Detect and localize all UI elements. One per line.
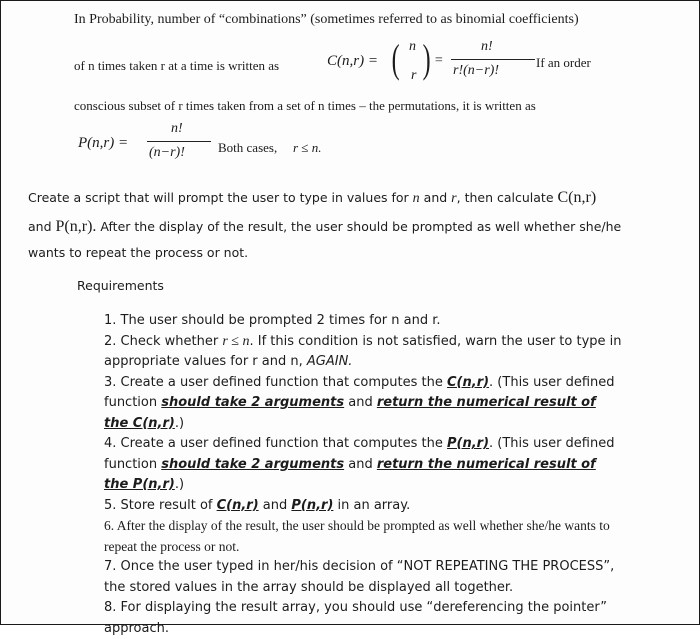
intro-line-2-suffix: If an order bbox=[536, 55, 591, 70]
permutation-lhs: P(n,r) = bbox=[78, 135, 129, 151]
task-line-1-b: , then calculate bbox=[456, 190, 554, 205]
task-var-n: n bbox=[412, 191, 420, 206]
binom-top: n bbox=[409, 39, 416, 54]
comb-denominator: r!(n−r)! bbox=[453, 63, 499, 78]
comb-fraction-bar bbox=[451, 59, 535, 60]
task-line-2-a: and bbox=[28, 219, 52, 234]
perm-denominator: (n−r)! bbox=[149, 145, 185, 160]
requirement-1: 1. The user should be prompted 2 times for n and r. bbox=[104, 313, 441, 328]
requirement-8: 8. For displaying the result array, you should use “dereferencing the pointer” approach. bbox=[104, 600, 608, 636]
task-line-1-a: Create a script that will prompt the user to type in values for bbox=[28, 190, 409, 205]
task-and: and bbox=[423, 190, 448, 205]
task-line-2 bbox=[28, 218, 621, 236]
intro-line-3: conscious subset of r times taken from a set of n times – the permutations, it is written as bbox=[74, 98, 536, 113]
right-paren: ) bbox=[422, 36, 431, 81]
task-cnr: C(n,r) bbox=[557, 189, 597, 206]
task-var-r: r bbox=[451, 191, 457, 206]
left-paren: ( bbox=[391, 36, 400, 81]
requirement-4: 4. Create a user defined function that computes the P(n,r). (This user defined function should take 2 arguments and return the numerical result of the P(n,r).) bbox=[104, 436, 615, 492]
requirements-heading: Requirements bbox=[77, 278, 164, 293]
binom-bottom: r bbox=[411, 68, 417, 83]
requirement-3: 3. Create a user defined function that computes the C(n,r). (This user defined function should take 2 arguments and return the numerical result of the C(n,r).) bbox=[104, 374, 615, 431]
requirement-2: 2. Check whether r ≤ n. If this condition is not satisfied, warn the user to type in appropriate values for r and n, AGAIN. bbox=[104, 333, 622, 369]
comb-numerator: n! bbox=[481, 39, 493, 54]
constraint-text: r ≤ n. bbox=[293, 140, 322, 155]
intro-line-1: In Probability, number of “combinations” (sometimes referred to as binomial coefficients) bbox=[74, 12, 579, 27]
task-line-1 bbox=[28, 189, 596, 207]
intro-line-2-prefix: of n times taken r at a time is written as bbox=[74, 58, 280, 73]
perm-fraction-bar bbox=[147, 141, 211, 142]
task-pnr: P(n,r). bbox=[55, 218, 97, 235]
requirements-list bbox=[104, 311, 624, 639]
both-cases-text: Both cases, bbox=[218, 140, 278, 155]
task-line-3: wants to repeat the process or not. bbox=[28, 245, 249, 260]
requirement-5: 5. Store result of C(n,r) and P(n,r) in an array. bbox=[104, 497, 411, 513]
requirement-6: 6. After the display of the result, the user should be prompted as well whether she/he wants to repeat the process or not. bbox=[104, 518, 610, 554]
task-line-2-b: After the display of the result, the user should be prompted as well whether she/he bbox=[100, 219, 622, 234]
combination-lhs: C(n,r) = bbox=[327, 53, 378, 69]
perm-numerator: n! bbox=[171, 121, 183, 136]
requirement-7: 7. Once the user typed in her/his decision of “NOT REPEATING THE PROCESS”, the stored values in the array should be displayed all together. bbox=[104, 559, 615, 595]
equals-sign: = bbox=[434, 53, 444, 68]
